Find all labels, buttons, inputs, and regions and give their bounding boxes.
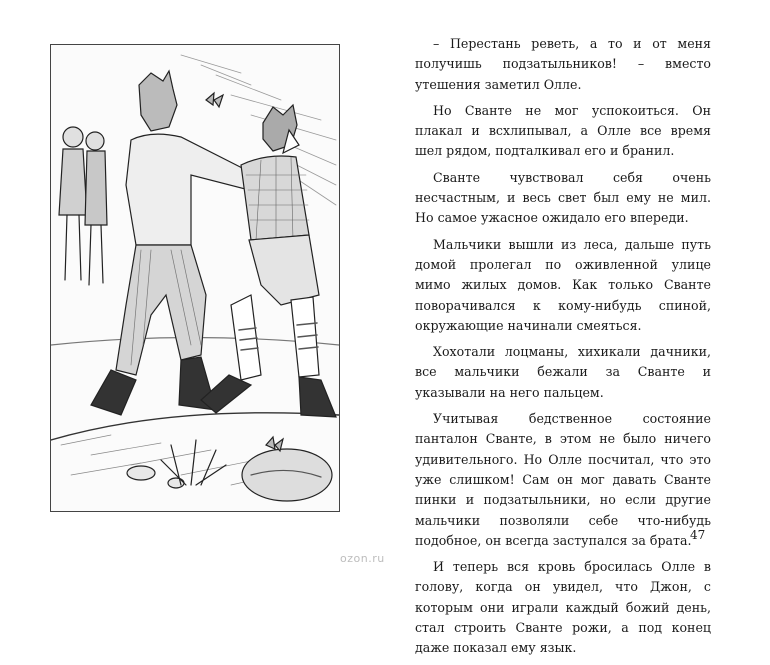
paragraph-5: Хохотали лоцманы, хихикали дачники, все мальчики бежали за Сванте и указывали на него пальцем. xyxy=(415,344,711,400)
paragraph-2: Но Сванте не мог успокоиться. Он плакал и всхлипывал, а Олле все время шел рядом, подталкивал его и бранил. xyxy=(415,102,711,159)
paragraph-7: И теперь вся кровь бросилась Олле в голову, когда он увидел, что Джон, с которым они играли каждый божий день, стал строить Сванте рожи, а под конец даже показал ему язык. xyxy=(415,559,711,656)
paragraph-4: Мальчики вышли из леса, дальше путь домой пролегал по оживленной улице мимо жилых домов. Как только Сванте поворачивался к кому-нибудь спиной, окружающие начинали смеяться. xyxy=(415,236,711,333)
page-number: 47 xyxy=(690,528,706,542)
watermark: ozon.ru xyxy=(340,552,385,565)
illustration-two-boys xyxy=(50,44,340,512)
text-page xyxy=(415,34,711,665)
illustration-drawing xyxy=(51,45,339,511)
paragraph-3: Сванте чувствовал себя очень несчастным, и весь свет был ему не мил. Но самое ужасное ожидало его впереди. xyxy=(415,169,711,226)
paragraph-6: Учитывая бедственное состояние панталон Сванте, в этом не было ничего удивительного. Но Олле посчитал, что это уже слишком! Сам он мог давать Сванте пинки и подзатыльники, но если другие мальчики позволяли себе что-нибудь подобное, он всегда заступался за брата. xyxy=(415,411,711,548)
paragraph-1: – Перестань реветь, а то и от меня получишь подзатыльников! – вместо утешения заметил Олле. xyxy=(415,36,711,92)
